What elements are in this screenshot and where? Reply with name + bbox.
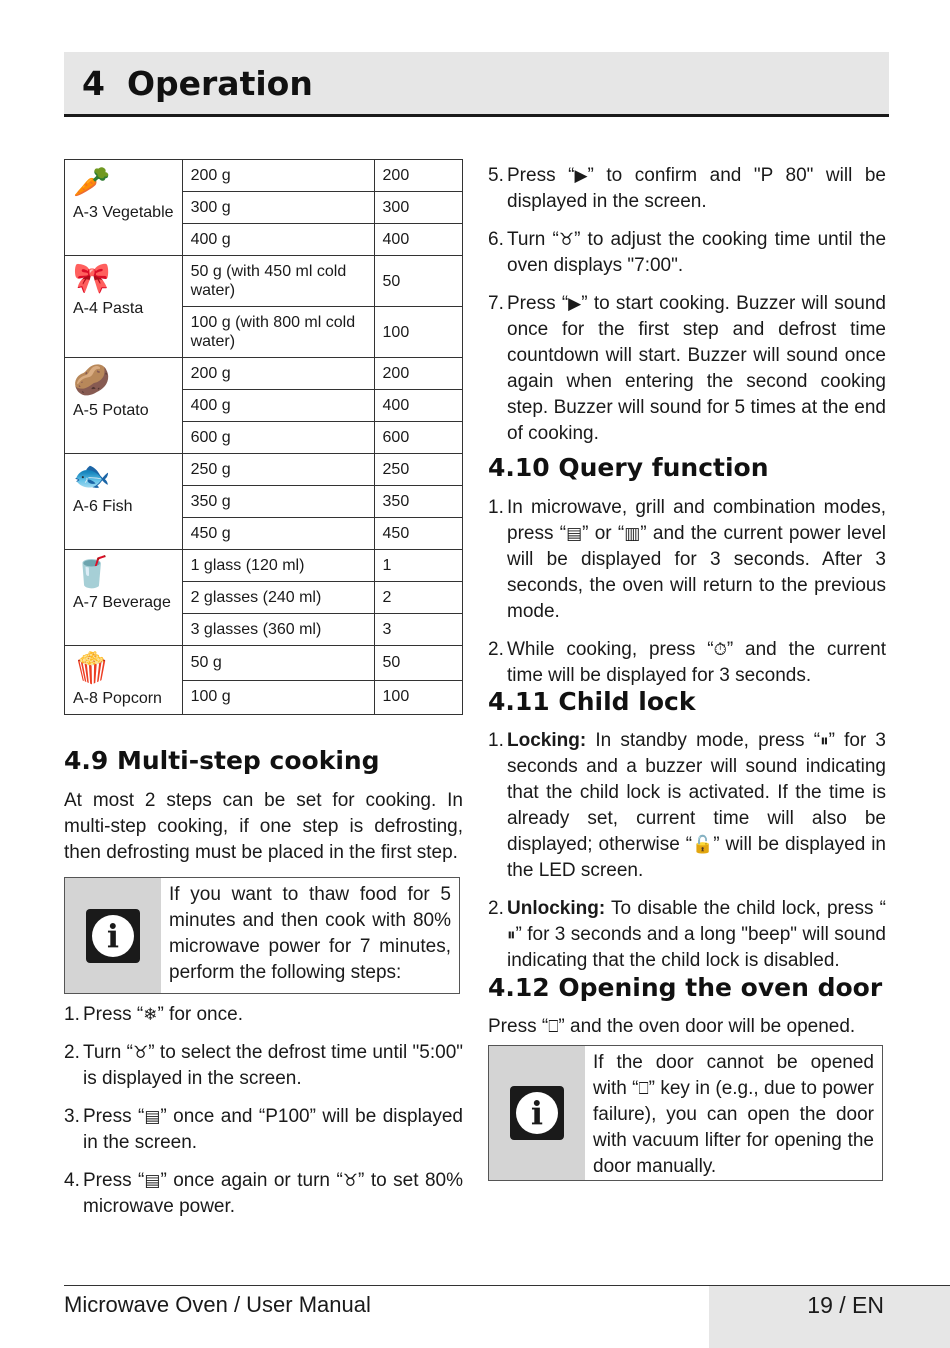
category-cell — [65, 160, 183, 256]
category-label: A-3 Vegetable — [73, 204, 174, 221]
weight-cell: 200 g — [182, 160, 374, 192]
item-number: 1. — [488, 730, 504, 751]
item-number: 6. — [488, 229, 504, 250]
value-cell: 600 — [374, 422, 462, 454]
chapter-title: Operation — [126, 64, 313, 103]
category-label: A-6 Fish — [73, 498, 133, 515]
fish-icon: 🐟 — [73, 460, 111, 493]
heading-multi-step: 4.9 Multi-step cooking — [64, 746, 380, 775]
category-label: A-7 Beverage — [73, 594, 171, 611]
list-item: 1. Press “❄” for once. — [64, 1002, 463, 1028]
knob-icon: ♉ — [133, 1043, 149, 1062]
table-row — [65, 550, 463, 582]
heading-query: 4.10 Query function — [488, 453, 769, 482]
weight-cell: 200 g — [182, 358, 374, 390]
door-text: Press “⎕” and the oven door will be opened. — [488, 1014, 886, 1040]
footer-page-box — [709, 1286, 950, 1348]
category-cell — [65, 454, 183, 550]
table-row — [65, 256, 463, 307]
item-number: 2. — [488, 898, 504, 919]
weight-cell: 300 g — [182, 192, 374, 224]
value-cell: 3 — [374, 614, 462, 646]
lock-icon: 🔓 — [692, 835, 714, 854]
auto-cook-table — [64, 159, 463, 715]
list-item: 2. Turn “♉” to select the defrost time until "5:00" is displayed in the screen. — [64, 1042, 463, 1089]
item-label: Locking: — [507, 730, 587, 751]
weight-cell: 100 g (with 800 ml cold water) — [182, 307, 374, 358]
weight-cell: 100 g — [182, 680, 374, 715]
info-box-door — [488, 1045, 883, 1181]
value-cell: 2 — [374, 582, 462, 614]
chapter-number: 4 — [82, 64, 105, 103]
weight-cell: 600 g — [182, 422, 374, 454]
weight-cell: 2 glasses (240 ml) — [182, 582, 374, 614]
value-cell: 350 — [374, 486, 462, 518]
multi-step-intro: At most 2 steps can be set for cooking. In multi-step cooking, if one step is defrosting, then defrosting must be placed in the first step. — [64, 790, 463, 863]
item-number: 4. — [64, 1170, 80, 1191]
value-cell: 200 — [374, 358, 462, 390]
list-item: 1. In microwave, grill and combination modes, press “▤” or “▥” and the current power level will be displayed for 3 seconds. After 3 seconds, the oven will return to the previous mode. — [488, 497, 887, 622]
value-cell: 250 — [374, 454, 462, 486]
category-label: A-5 Potato — [73, 402, 149, 419]
info-box-text: If you want to thaw food for 5 minutes and then cook with 80% microwave power for 7 minutes, perform the following steps: — [169, 884, 451, 983]
weight-cell: 3 glasses (360 ml) — [182, 614, 374, 646]
value-cell: 50 — [374, 256, 462, 307]
list-item: 1. Locking: In standby mode, press “⏸” for 3 seconds and a buzzer will sound indicating that the child lock is activated. If the time is already set, current time will also be displayed; otherwise “🔓” will be displayed in the LED screen. — [488, 730, 886, 881]
table-row — [65, 454, 463, 486]
value-cell: 400 — [374, 390, 462, 422]
item-label: Unlocking: — [507, 898, 606, 919]
value-cell: 1 — [374, 550, 462, 582]
item-number: 1. — [488, 497, 504, 518]
category-cell — [65, 646, 183, 715]
knob-icon: ♉ — [342, 1171, 359, 1190]
value-cell: 200 — [374, 160, 462, 192]
microwave-button-icon: ▤ — [144, 1171, 161, 1190]
weight-cell: 50 g — [182, 646, 374, 681]
start-button-icon: ▶ — [574, 166, 588, 185]
item-number: 2. — [488, 639, 504, 660]
value-cell: 400 — [374, 224, 462, 256]
list-item: 7. Press “▶” to start cooking. Buzzer will sound once for the first step and defrost time countdown will start. Buzzer will sound once again when entering the second cooking step. Buzzer will sound for 5 times at the end of cooking. — [488, 293, 886, 444]
pasta-icon: 🎀 — [73, 262, 111, 295]
stop-button-icon: ⏸ — [507, 925, 516, 944]
category-label: A-4 Pasta — [73, 300, 144, 317]
weight-cell: 250 g — [182, 454, 374, 486]
weight-cell: 400 g — [182, 224, 374, 256]
value-cell: 450 — [374, 518, 462, 550]
weight-cell: 350 g — [182, 486, 374, 518]
start-button-icon: ▶ — [568, 294, 582, 313]
page-title — [82, 64, 313, 103]
list-item: 3. Press “▤” once and “P100” will be displayed in the screen. — [64, 1106, 463, 1153]
category-label: A-8 Popcorn — [73, 690, 162, 707]
value-cell: 100 — [374, 307, 462, 358]
microwave-button-icon: ▤ — [144, 1107, 161, 1126]
item-number: 5. — [488, 165, 504, 186]
weight-cell: 400 g — [182, 390, 374, 422]
info-icon: i — [510, 1086, 564, 1140]
page-header — [64, 52, 889, 117]
heading-door: 4.12 Opening the oven door — [488, 973, 883, 1002]
page-number: 19 / EN — [807, 1292, 884, 1318]
table-row — [65, 646, 463, 681]
multi-step-list — [64, 1002, 463, 1232]
knob-icon: ♉ — [558, 230, 575, 249]
value-cell: 300 — [374, 192, 462, 224]
list-item: 5. Press “▶” to confirm and "P 80" will be displayed in the screen. — [488, 165, 886, 212]
info-icon: i — [86, 909, 140, 963]
info-box-thaw — [64, 877, 460, 994]
weight-cell: 50 g (with 450 ml cold water) — [182, 256, 374, 307]
child-lock-list — [488, 728, 886, 986]
list-item: 6. Turn “♉” to adjust the cooking time until the oven displays "7:00". — [488, 229, 887, 276]
list-item: 4. Press “▤” once again or turn “♉” to set 80% microwave power. — [64, 1170, 463, 1217]
list-item: 2. While cooking, press “⏱” and the current time will be displayed for 3 seconds. — [488, 639, 886, 686]
vegetable-icon: 🥕 — [73, 166, 111, 199]
popcorn-icon: 🍿 — [73, 652, 111, 685]
item-number: 3. — [64, 1106, 80, 1127]
heading-child-lock: 4.11 Child lock — [488, 687, 696, 716]
info-box-door-text: If the door cannot be opened with “⎕” key in (e.g., due to power failure), you can open the door with vacuum lifter for opening the door manually. — [593, 1052, 874, 1177]
grill-button-icon: ▥ — [624, 524, 641, 543]
defrost-button-icon: ❄ — [143, 1005, 158, 1024]
value-cell: 50 — [374, 646, 462, 681]
microwave-button-icon: ▤ — [566, 524, 583, 543]
query-list — [488, 495, 886, 701]
stop-button-icon: ⏸ — [820, 731, 829, 750]
multi-step-list-continued — [488, 163, 886, 459]
value-cell: 100 — [374, 680, 462, 715]
table-row — [65, 358, 463, 390]
list-item: 2. Unlocking: To disable the child lock, press “⏸” for 3 seconds and a long "beep" will sound indicating that the child lock is disabled. — [488, 898, 886, 971]
category-cell — [65, 550, 183, 646]
table-row — [65, 160, 463, 192]
beverage-icon: 🥤 — [73, 556, 111, 589]
category-cell — [65, 358, 183, 454]
potato-icon: 🥔 — [73, 364, 111, 397]
weight-cell: 450 g — [182, 518, 374, 550]
category-cell — [65, 256, 183, 358]
item-number: 1. — [64, 1004, 80, 1025]
clock-button-icon: ⏱ — [713, 640, 727, 659]
weight-cell: 1 glass (120 ml) — [182, 550, 374, 582]
item-number: 2. — [64, 1042, 80, 1063]
door-button-icon: ⎕ — [548, 1017, 559, 1036]
door-button-icon: ⎕ — [638, 1079, 649, 1098]
footer-manual-title: Microwave Oven / User Manual — [64, 1292, 371, 1317]
item-number: 7. — [488, 293, 504, 314]
